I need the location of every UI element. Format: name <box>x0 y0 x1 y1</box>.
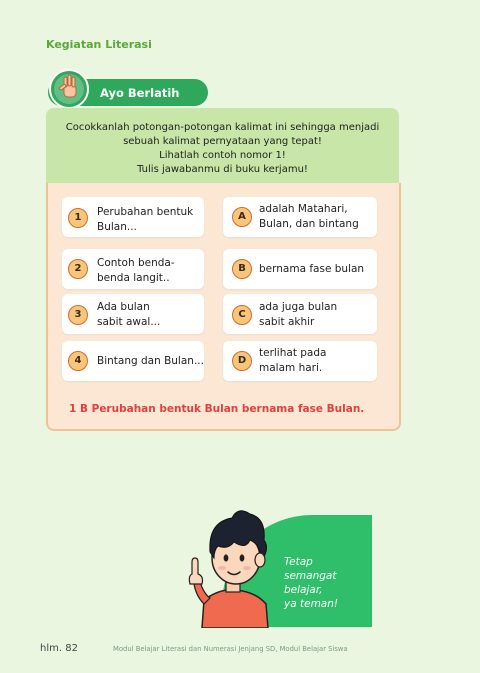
speech-line-2: semangat <box>284 570 337 582</box>
left-item-text: Perubahan bentuk <box>97 206 194 218</box>
banner-title: Ayo Berlatih <box>100 86 180 100</box>
letter-badge-d: D <box>232 351 252 371</box>
left-item-text: Bulan... <box>97 221 137 233</box>
right-item-text: Bulan, dan bintang <box>259 218 359 230</box>
number-badge-1: 1 <box>68 208 88 228</box>
letter-badge-a: A <box>232 207 252 227</box>
footer-text: Modul Belajar Literasi dan Numerasi Jenjang SD, Modul Belajar Siswa <box>113 645 348 653</box>
boy-mascot-illustration <box>180 500 285 628</box>
right-item-text: terlihat pada <box>259 347 327 359</box>
instruction-line-1: Cocokkanlah potongan-potongan kalimat ini sehingga menjadi <box>65 122 380 133</box>
right-item-text: bernama fase bulan <box>259 263 365 275</box>
example-answer: 1 B Perubahan bentuk Bulan bernama fase Bulan. <box>69 403 365 415</box>
left-item-text: Bintang dan Bulan... <box>97 355 204 367</box>
left-item-text: Ada bulan <box>97 301 150 313</box>
left-item-text: benda langit.. <box>97 272 170 284</box>
instruction-line-4: Tulis jawabanmu di buku kerjamu! <box>137 164 308 175</box>
instruction-line-3: Lihatlah contoh nomor 1! <box>159 150 286 161</box>
speech-line-1: Tetap <box>284 556 313 568</box>
waving-hand-icon <box>48 68 90 110</box>
instruction-line-2: sebuah kalimat pernyataan yang tepat! <box>123 136 322 147</box>
right-item-text: adalah Matahari, <box>259 203 348 215</box>
left-item-text: sabit awal... <box>97 316 161 328</box>
letter-badge-b: B <box>232 259 252 279</box>
left-item-text: Contoh benda- <box>97 257 175 269</box>
right-item-text: malam hari. <box>259 362 323 374</box>
right-item-text: sabit akhir <box>259 316 315 328</box>
letter-badge-c: C <box>232 305 252 325</box>
page-number: hlm. 82 <box>40 643 78 654</box>
speech-line-4: ya teman! <box>284 598 339 610</box>
number-badge-4: 4 <box>68 351 88 371</box>
section-label: Kegiatan Literasi <box>46 38 152 51</box>
speech-line-3: belajar, <box>284 584 323 596</box>
number-badge-3: 3 <box>68 305 88 325</box>
number-badge-2: 2 <box>68 259 88 279</box>
right-item-text: ada juga bulan <box>259 301 338 313</box>
